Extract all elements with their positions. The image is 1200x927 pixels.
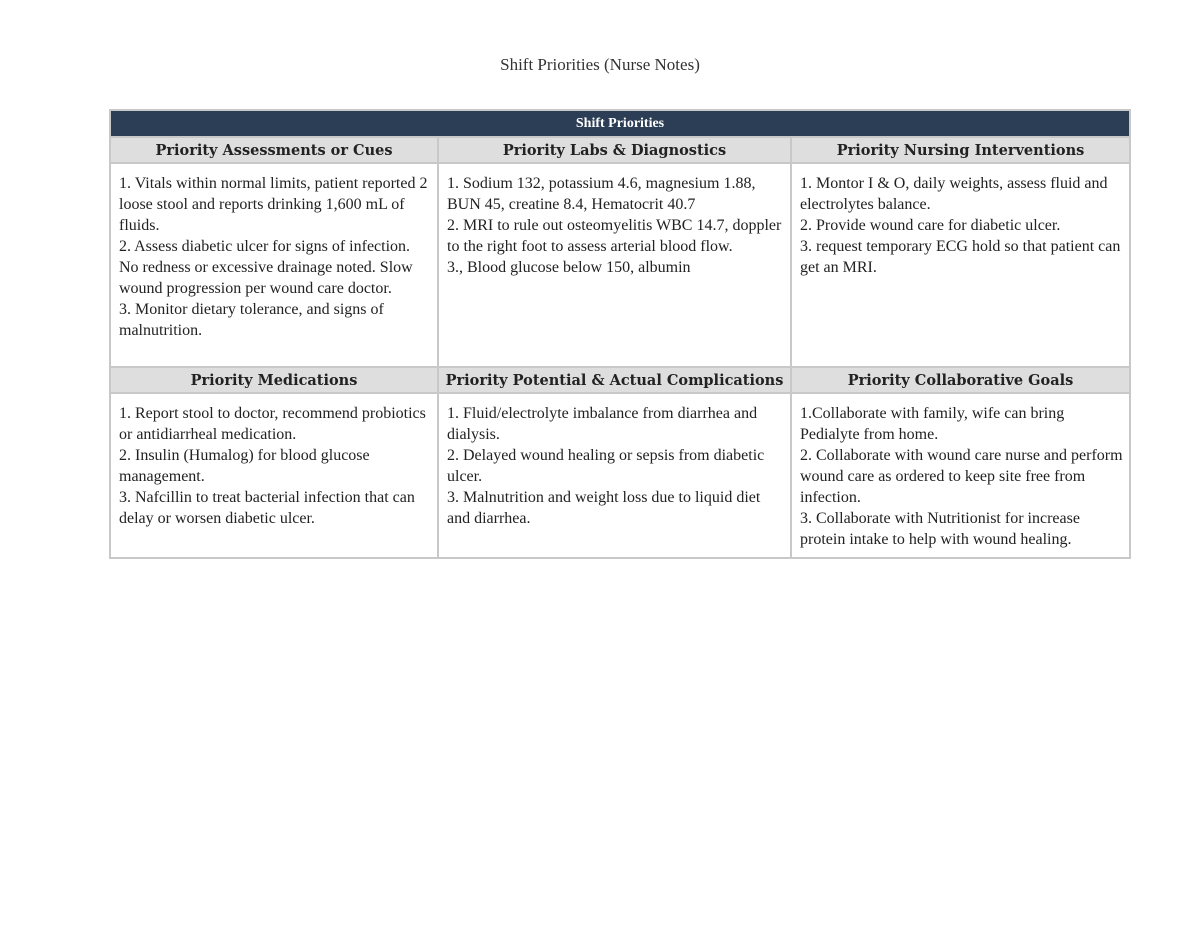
list-item: 3. Monitor dietary tolerance, and signs of malnutrition. <box>119 301 384 339</box>
section-b-header-row <box>110 367 1130 393</box>
section-b-content-row <box>110 393 1130 558</box>
cell-medications <box>110 393 438 558</box>
document-title: Shift Priorities (Nurse Notes) <box>500 55 700 74</box>
table-banner: Shift Priorities <box>110 110 1130 137</box>
list-item: 3. request temporary ECG hold so that patient can get an MRI. <box>800 238 1121 276</box>
table-banner-row <box>110 110 1130 137</box>
shift-priorities-table <box>109 109 1131 559</box>
list-item: 3. Nafcillin to treat bacterial infection that can delay or worsen diabetic ulcer. <box>119 489 415 527</box>
list-item: 2. Insulin (Humalog) for blood glucose management. <box>119 447 370 485</box>
list-item: 1.Collaborate with family, wife can bring Pedialyte from home. <box>800 405 1065 443</box>
cell-labs-diagnostics <box>438 163 791 367</box>
section-a-content-row <box>110 163 1130 367</box>
header-priority-medications: Priority Medications <box>110 367 438 393</box>
list-item: 1. Sodium 132, potassium 4.6, magnesium 1.88, BUN 45, creatine 8.4, Hematocrit 40.7 <box>447 175 756 213</box>
list-item: 1. Vitals within normal limits, patient reported 2 loose stool and reports drinking 1,600 mL of fluids. <box>119 175 428 234</box>
cell-assessments <box>110 163 438 367</box>
list-item: 2. Delayed wound healing or sepsis from diabetic ulcer. <box>447 447 765 485</box>
list-item: 1. Report stool to doctor, recommend probiotics or antidiarrheal medication. <box>119 405 426 443</box>
list-item: 3., Blood glucose below 150, albumin <box>447 259 691 276</box>
list-item: 1. Montor I & O, daily weights, assess fluid and electrolytes balance. <box>800 175 1108 213</box>
list-item: 3. Malnutrition and weight loss due to liquid diet and diarrhea. <box>447 489 761 527</box>
list-item: 2. Collaborate with wound care nurse and perform wound care as ordered to keep site free from infection. <box>800 447 1123 506</box>
header-priority-labs-diagnostics: Priority Labs & Diagnostics <box>438 137 791 163</box>
cell-nursing-interventions <box>791 163 1130 367</box>
header-priority-nursing-interventions: Priority Nursing Interventions <box>791 137 1130 163</box>
section-a-header-row <box>110 137 1130 163</box>
list-item: 2. Assess diabetic ulcer for signs of infection. No redness or excessive drainage noted. Slow wound progression per wound care doctor. <box>119 238 413 297</box>
header-priority-complications: Priority Potential & Actual Complications <box>438 367 791 393</box>
list-item: 1. Fluid/electrolyte imbalance from diarrhea and dialysis. <box>447 405 758 443</box>
header-priority-assessments: Priority Assessments or Cues <box>110 137 438 163</box>
list-item: 2. Provide wound care for diabetic ulcer. <box>800 217 1061 234</box>
list-item: 3. Collaborate with Nutritionist for increase protein intake to help with wound healing. <box>800 510 1080 548</box>
header-priority-collaborative-goals: Priority Collaborative Goals <box>791 367 1130 393</box>
cell-collaborative-goals <box>791 393 1130 558</box>
list-item: 2. MRI to rule out osteomyelitis WBC 14.7, doppler to the right foot to assess arterial blood flow. <box>447 217 782 255</box>
cell-complications <box>438 393 791 558</box>
